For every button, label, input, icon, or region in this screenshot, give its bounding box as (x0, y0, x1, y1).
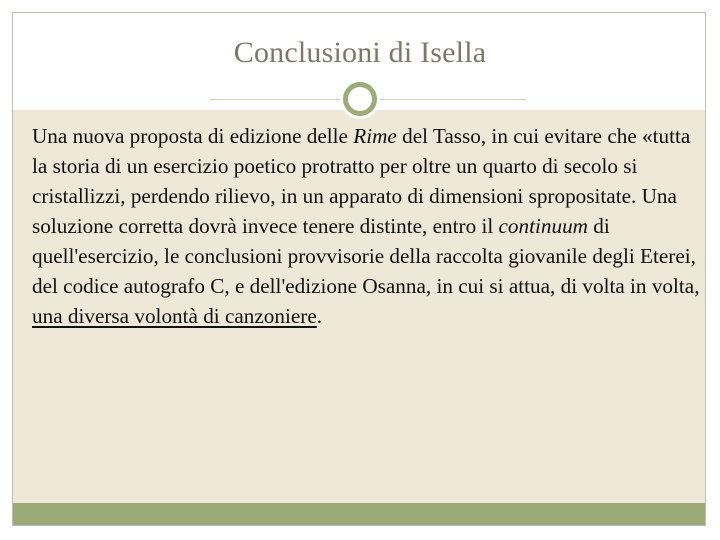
body-text-part-1: Una nuova proposta di edizione delle (32, 124, 354, 148)
body-text-part-4: . (316, 304, 323, 328)
body-text-part-3: di quell'esercizio, le conclusioni provvisorie della raccolta giovanile degli Eterei, del codice autografo C, e dell'edizione Osanna, in cui si attua, di volta in volta, (32, 214, 700, 298)
footer-band (13, 503, 705, 525)
slide-title: Conclusioni di Isella (233, 36, 487, 69)
body-text-part-2: del Tasso, in cui evitare che «tutta la storia di un esercizio poetico protratto per oltre un quarto di secolo si cristallizzi, perdendo rilievo, in un apparato di dimensioni spropositate. Una soluzione corretta dovrà invece tenere distinte, entro il (32, 124, 691, 238)
body-text-rime: Rime (353, 124, 397, 148)
circle-ring-icon (343, 82, 377, 116)
body-text-underlined: una diversa volontà di canzoniere (32, 304, 317, 328)
body-text-continuum: continuum (498, 214, 588, 238)
body-paragraph (32, 121, 700, 331)
